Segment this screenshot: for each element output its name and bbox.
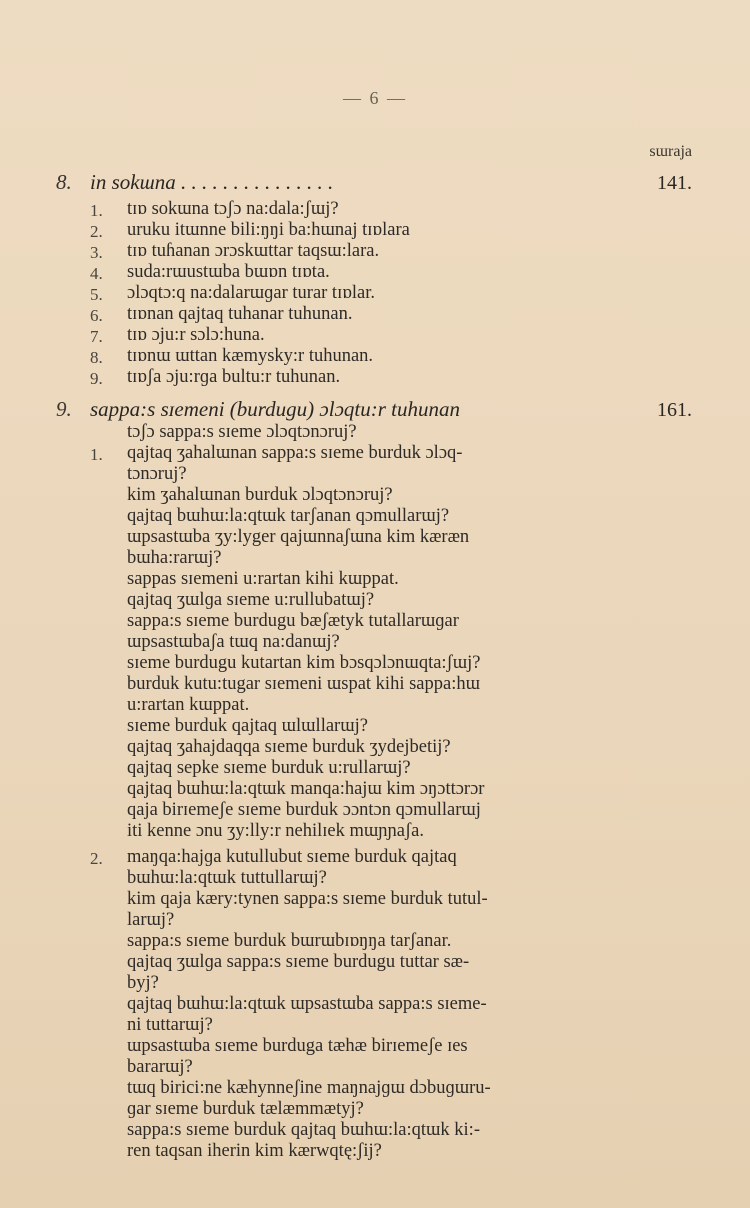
line-number: 5. (90, 285, 103, 304)
text-line: tɪɒnɯ ɯttan kæmysky:r tuhunan. (127, 346, 374, 366)
text-line: ɯpsastɯba ʒy:lyger qajɯnnaʃɯna kim kæræn (127, 527, 470, 547)
text-line: byj? (127, 973, 159, 993)
text-line: tɔʃɔ sappa:s sɪeme ɔlɔqtɔnɔruj? (127, 422, 357, 442)
text-line: uruku itɯnne bili:ŋŋi ba:hɯnaj tɪɒlara (127, 220, 410, 240)
line-number: 3. (90, 243, 103, 262)
text-line: ɔlɔqtɔ:q na:dalarɯɡar turar tɪɒlar. (127, 283, 376, 303)
text-line: ɡar sɪeme burduk tælæmmætyj? (127, 1099, 364, 1119)
text-line: ren taqsan iherin kim kærwqtę:ʃij? (127, 1141, 382, 1161)
text-line: sappa:s sɪeme burduk bɯrɯbɪɒŋŋa tarʃanar. (127, 931, 452, 951)
text-line: sappa:s sɪeme burduk qajtaq bɯhɯ:la:qtɯk ki:- (127, 1120, 480, 1140)
page-column-header: sɯraja (649, 143, 692, 160)
line-number: 7. (90, 327, 103, 346)
line-number: 2. (90, 849, 103, 868)
text-line: qajtaq ʒahajdaqqa sɪeme burduk ʒydejbetij? (127, 737, 451, 757)
text-line: iti kenne ɔnu ʒy:lly:r nehilɪek mɯɲɲaʃa. (127, 821, 424, 841)
section-8-page-ref: 141. (657, 172, 692, 194)
page-number: — 6 — (343, 88, 407, 108)
text-line: sɪeme burduk qajtaq ɯlɯllarɯj? (127, 716, 368, 736)
text-line: qajtaq ʒɯlɡa sɪeme u:rullubatɯj? (127, 590, 375, 610)
text-line: kim ʒahalɯnan burduk ɔlɔqtɔnɔruj? (127, 485, 393, 505)
text-line: larɯj? (127, 910, 175, 930)
text-line: tɪɒ ɔju:r sɔlɔ:huna. (127, 325, 265, 345)
line-number: 2. (90, 222, 103, 241)
section-9-number: 9. (56, 397, 72, 421)
text-line: qajtaq bɯhɯ:la:qtɯk manqa:hajɯ kim ɔŋɔttɔrɔr (127, 779, 485, 799)
text-line: bɯhɯ:la:qtɯk tuttullarɯj? (127, 868, 327, 888)
text-line: qajtaq sepke sɪeme burduk u:rullarɯj? (127, 758, 411, 778)
text-line: tɪɒnan qajtaq tuhanar tuhunan. (127, 304, 353, 324)
line-number: 4. (90, 264, 103, 283)
text-line: qajtaq bɯhɯ:la:qtɯk tarʃanan qɔmullarɯj? (127, 506, 450, 526)
line-number: 1. (90, 445, 103, 464)
line-number: 9. (90, 369, 103, 388)
text-line: sɪeme burdugu kutartan kim bɔsqɔlɔnɯqta:ʃɯj? (127, 653, 481, 673)
text-line: u:rartan kɯppat. (127, 695, 250, 715)
text-line: qajtaq ʒɯlɡa sappa:s sɪeme burdugu tuttar sæ- (127, 952, 470, 972)
line-number: 6. (90, 306, 103, 325)
section-8-title: in sokɯna . . . . . . . . . . . . . . . (90, 170, 334, 194)
line-number: 1. (90, 201, 103, 220)
text-line: tɪɒ sokɯna tɔʃɔ na:dala:ʃɯj? (127, 199, 339, 219)
text-line: suda:rɯustɯba bɯɒn tɪɒta. (127, 262, 330, 282)
text-line: maŋqa:hajɡa kutullubut sɪeme burduk qajtaq (127, 847, 457, 867)
text-line: tɯq birici:ne kæhynneʃine maŋnajɡɯ dɔbuɡɯru- (127, 1078, 491, 1098)
text-line: sappas sɪemeni u:rartan kihi kɯppat. (127, 569, 399, 589)
text-line: ɯpsastɯba sɪeme burduga tæhæ birɪemeʃe ɪes (127, 1036, 468, 1056)
text-line: qaja birɪemeʃe sɪeme burduk ɔɔntɔn qɔmullarɯj (127, 800, 481, 820)
text-line: kim qaja kæry:tynen sappa:s sɪeme burduk tutul- (127, 889, 488, 909)
section-9-page-ref: 161. (657, 399, 692, 421)
section-9-heading (56, 397, 460, 422)
text-line: burduk kutu:tugar sɪemeni ɯspat kihi sappa:hɯ (127, 674, 480, 694)
text-line: tɔnɔruj? (127, 464, 187, 484)
text-line: ni tuttarɯj? (127, 1015, 213, 1035)
section-8-number: 8. (56, 170, 72, 194)
section-9-title: sappa:s sɪemeni (burdugu) ɔlɔqtu:r tuhunan (90, 397, 460, 421)
text-line: qajtaq bɯhɯ:la:qtɯk ɯpsastɯba sappa:s sɪeme- (127, 994, 487, 1014)
line-number: 8. (90, 348, 103, 367)
text-line: qajtaq ʒahalɯnan sappa:s sɪeme burduk ɔlɔq- (127, 443, 463, 463)
text-line: tɪɒ tuɦanan ɔrɔskɯttar taqsɯ:lara. (127, 241, 380, 261)
text-line: bararɯj? (127, 1057, 193, 1077)
section-8-heading (56, 170, 334, 195)
text-line: sappa:s sɪeme burdugu bæʃætyk tutallarɯɡar (127, 611, 459, 631)
text-line: tɪɒʃa ɔju:rɡa bultu:r tuhunan. (127, 367, 341, 387)
text-line: bɯha:rarɯj? (127, 548, 222, 568)
text-line: ɯpsastɯbaʃa tɯq na:danɯj? (127, 632, 340, 652)
